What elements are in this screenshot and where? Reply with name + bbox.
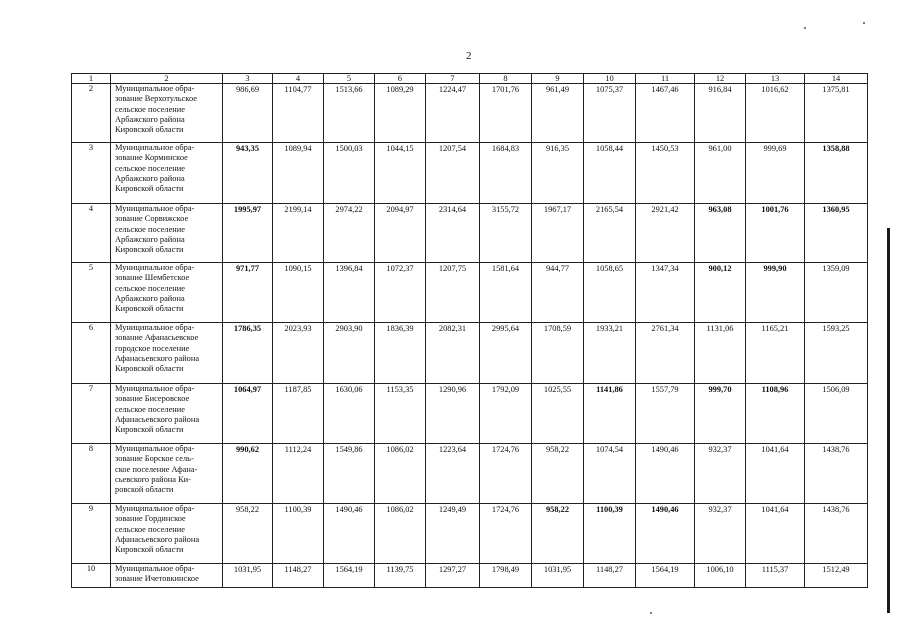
row-number-cell: 4 (72, 204, 111, 263)
municipality-name-line: сельское поселение (115, 163, 185, 173)
value-cell: 1187,85 (273, 384, 324, 444)
value-cell: 1031,95 (532, 564, 584, 588)
value-cell: 1104,77 (273, 84, 324, 143)
scan-speck (650, 612, 652, 614)
value-cell: 1089,29 (375, 84, 426, 143)
municipality-name-line: Арбажского района (115, 114, 185, 124)
municipality-name-cell (111, 143, 223, 204)
value-cell: 1490,46 (636, 504, 695, 564)
value-cell: 2082,31 (426, 323, 480, 384)
value-cell: 1933,21 (584, 323, 636, 384)
municipality-name-line: сельское поселение (115, 283, 185, 293)
municipality-name-line: Муниципальное обра- (115, 323, 195, 332)
municipality-name-cell (111, 504, 223, 564)
municipality-name-line: ровской области (115, 485, 174, 495)
value-cell: 1041,64 (746, 504, 805, 564)
value-cell: 1041,64 (746, 444, 805, 504)
value-cell: 971,77 (223, 263, 273, 323)
value-cell: 963,08 (695, 204, 746, 263)
municipality-name-line: Муниципальное обра- (115, 263, 195, 272)
row-number-cell: 3 (72, 143, 111, 204)
header-cell: 1 (72, 74, 111, 84)
value-cell: 1347,34 (636, 263, 695, 323)
municipality-name-cell (111, 263, 223, 323)
municipality-name-line: зование Верхотульское (115, 94, 197, 104)
value-cell: 1148,27 (584, 564, 636, 588)
value-cell: 1025,55 (532, 384, 584, 444)
value-cell: 1108,96 (746, 384, 805, 444)
value-cell: 958,22 (532, 444, 584, 504)
municipality-name-cell (111, 384, 223, 444)
value-cell: 932,37 (695, 444, 746, 504)
value-cell: 1089,94 (273, 143, 324, 204)
value-cell: 1967,17 (532, 204, 584, 263)
value-cell: 958,22 (223, 504, 273, 564)
municipality-name-cell (111, 564, 223, 588)
value-cell: 916,35 (532, 143, 584, 204)
value-cell: 1798,49 (480, 564, 532, 588)
value-cell: 1044,15 (375, 143, 426, 204)
municipality-name-line: Муниципальное обра- (115, 564, 195, 573)
header-cell: 11 (636, 74, 695, 84)
value-cell: 1630,06 (324, 384, 375, 444)
municipality-name-line: Кировской области (115, 184, 184, 194)
value-cell: 1207,54 (426, 143, 480, 204)
table-row (72, 204, 868, 263)
value-cell: 1684,83 (480, 143, 532, 204)
value-cell: 1086,02 (375, 444, 426, 504)
value-cell: 1506,09 (805, 384, 868, 444)
municipality-name-line: зование Афанасьевское (115, 333, 199, 343)
value-cell: 1141,86 (584, 384, 636, 444)
data-table (71, 73, 868, 588)
value-cell: 1513,66 (324, 84, 375, 143)
value-cell: 2995,64 (480, 323, 532, 384)
value-cell: 1724,76 (480, 444, 532, 504)
value-cell: 1139,75 (375, 564, 426, 588)
header-cell: 8 (480, 74, 532, 84)
municipality-name-line: городское поселение (115, 343, 190, 353)
municipality-name-line: сельское поселение (115, 404, 185, 414)
municipality-name-line: зование Бисеровское (115, 394, 190, 404)
row-number-cell: 10 (72, 564, 111, 588)
value-cell: 1467,46 (636, 84, 695, 143)
municipality-name-line: Кировской области (115, 364, 184, 374)
value-cell: 999,90 (746, 263, 805, 323)
value-cell: 1249,49 (426, 504, 480, 564)
municipality-name-line: сельское поселение (115, 224, 185, 234)
value-cell: 2903,90 (324, 323, 375, 384)
municipality-name-line: Кировской области (115, 304, 184, 314)
value-cell: 1500,03 (324, 143, 375, 204)
municipality-name-cell (111, 84, 223, 143)
value-cell: 1490,46 (324, 504, 375, 564)
value-cell: 1836,39 (375, 323, 426, 384)
header-cell: 10 (584, 74, 636, 84)
municipality-name-line: сельское поселение (115, 104, 185, 114)
row-number-cell: 2 (72, 84, 111, 143)
value-cell: 932,37 (695, 504, 746, 564)
municipality-name-line: Кировской области (115, 425, 184, 435)
value-cell: 1131,06 (695, 323, 746, 384)
table-row (72, 564, 868, 588)
value-cell: 1290,96 (426, 384, 480, 444)
table-row (72, 384, 868, 444)
municipality-name-line: Кировской области (115, 125, 184, 135)
scan-edge-line (887, 228, 890, 613)
value-cell: 1557,79 (636, 384, 695, 444)
value-cell: 1100,39 (584, 504, 636, 564)
value-cell: 1165,21 (746, 323, 805, 384)
value-cell: 1148,27 (273, 564, 324, 588)
value-cell: 1581,64 (480, 263, 532, 323)
row-number-cell: 7 (72, 384, 111, 444)
table-row (72, 263, 868, 323)
value-cell: 958,22 (532, 504, 584, 564)
header-cell: 7 (426, 74, 480, 84)
page-number: 2 (466, 50, 472, 62)
value-cell: 1031,95 (223, 564, 273, 588)
value-cell: 1223,64 (426, 444, 480, 504)
table-row (72, 504, 868, 564)
municipality-name-line: Муниципальное обра- (115, 84, 195, 93)
value-cell: 2761,34 (636, 323, 695, 384)
municipality-name-line: Афанасьевского района (115, 353, 200, 363)
value-cell: 1724,76 (480, 504, 532, 564)
header-row (72, 74, 868, 84)
value-cell: 2974,22 (324, 204, 375, 263)
header-cell: 2 (111, 74, 223, 84)
value-cell: 1064,97 (223, 384, 273, 444)
municipality-name-line: Арбажского района (115, 293, 185, 303)
value-cell: 1115,37 (746, 564, 805, 588)
value-cell: 1297,27 (426, 564, 480, 588)
value-cell: 1358,88 (805, 143, 868, 204)
municipality-name-line: зование Корминское (115, 153, 188, 163)
value-cell: 1006,10 (695, 564, 746, 588)
header-cell: 4 (273, 74, 324, 84)
value-cell: 916,84 (695, 84, 746, 143)
municipality-name-line: Муниципальное обра- (115, 204, 195, 213)
row-number-cell: 8 (72, 444, 111, 504)
municipality-name-line: зование Сорвижское (115, 214, 189, 224)
value-cell: 1396,84 (324, 263, 375, 323)
municipality-name-line: ское поселение Афана- (115, 464, 198, 474)
municipality-name-line: зование Борское сель- (115, 454, 194, 464)
municipality-name-line: зование Ичетовкинское (115, 574, 199, 584)
value-cell: 1001,76 (746, 204, 805, 263)
table-row (72, 444, 868, 504)
header-cell: 12 (695, 74, 746, 84)
value-cell: 1564,19 (636, 564, 695, 588)
value-cell: 1708,59 (532, 323, 584, 384)
scan-speck (863, 22, 865, 24)
municipality-name-cell (111, 444, 223, 504)
value-cell: 1995,97 (223, 204, 273, 263)
table-row (72, 143, 868, 204)
table-row (72, 84, 868, 143)
header-cell: 5 (324, 74, 375, 84)
value-cell: 944,77 (532, 263, 584, 323)
value-cell: 999,70 (695, 384, 746, 444)
municipality-name-line: Муниципальное обра- (115, 143, 195, 152)
municipality-name-line: Муниципальное обра- (115, 504, 195, 513)
value-cell: 943,35 (223, 143, 273, 204)
value-cell: 1490,46 (636, 444, 695, 504)
municipality-name-line: Кировской области (115, 545, 184, 555)
table-row (72, 323, 868, 384)
value-cell: 3155,72 (480, 204, 532, 263)
municipality-name-line: Афанасьевского района (115, 534, 200, 544)
value-cell: 1100,39 (273, 504, 324, 564)
municipality-name-line: Афанасьевского района (115, 414, 200, 424)
header-cell: 9 (532, 74, 584, 84)
value-cell: 2165,54 (584, 204, 636, 263)
row-number-cell: 9 (72, 504, 111, 564)
municipality-name-line: сельское поселение (115, 524, 185, 534)
value-cell: 1701,76 (480, 84, 532, 143)
value-cell: 1792,09 (480, 384, 532, 444)
value-cell: 1593,25 (805, 323, 868, 384)
municipality-name-line: Муниципальное обра- (115, 384, 195, 393)
value-cell: 961,49 (532, 84, 584, 143)
value-cell: 1090,15 (273, 263, 324, 323)
header-cell: 3 (223, 74, 273, 84)
value-cell: 2314,64 (426, 204, 480, 263)
value-cell: 2094,97 (375, 204, 426, 263)
value-cell: 1058,44 (584, 143, 636, 204)
value-cell: 1086,02 (375, 504, 426, 564)
municipality-name-line: Арбажского района (115, 173, 185, 183)
value-cell: 986,69 (223, 84, 273, 143)
municipality-name-line: зование Шембетское (115, 273, 190, 283)
value-cell: 2199,14 (273, 204, 324, 263)
value-cell: 900,12 (695, 263, 746, 323)
value-cell: 1786,35 (223, 323, 273, 384)
value-cell: 1153,35 (375, 384, 426, 444)
value-cell: 1549,86 (324, 444, 375, 504)
value-cell: 1074,54 (584, 444, 636, 504)
value-cell: 1058,65 (584, 263, 636, 323)
value-cell: 1438,76 (805, 444, 868, 504)
row-number-cell: 6 (72, 323, 111, 384)
value-cell: 1072,37 (375, 263, 426, 323)
value-cell: 1016,62 (746, 84, 805, 143)
value-cell: 1224,47 (426, 84, 480, 143)
value-cell: 1207,75 (426, 263, 480, 323)
value-cell: 1375,81 (805, 84, 868, 143)
value-cell: 1512,49 (805, 564, 868, 588)
value-cell: 1075,37 (584, 84, 636, 143)
value-cell: 2023,93 (273, 323, 324, 384)
value-cell: 1359,09 (805, 263, 868, 323)
municipality-name-line: Кировской области (115, 245, 184, 255)
header-cell: 14 (805, 74, 868, 84)
value-cell: 1112,24 (273, 444, 324, 504)
municipality-name-line: Муниципальное обра- (115, 444, 195, 453)
value-cell: 1564,19 (324, 564, 375, 588)
value-cell: 999,69 (746, 143, 805, 204)
row-number-cell: 5 (72, 263, 111, 323)
municipality-name-cell (111, 323, 223, 384)
value-cell: 2921,42 (636, 204, 695, 263)
municipality-name-line: сьевского района Ки- (115, 474, 191, 484)
value-cell: 1360,95 (805, 204, 868, 263)
value-cell: 990,62 (223, 444, 273, 504)
value-cell: 1450,53 (636, 143, 695, 204)
header-cell: 13 (746, 74, 805, 84)
value-cell: 1438,76 (805, 504, 868, 564)
municipality-name-line: Арбажского района (115, 234, 185, 244)
municipality-name-cell (111, 204, 223, 263)
header-cell: 6 (375, 74, 426, 84)
scan-speck (804, 27, 806, 29)
municipality-name-line: зование Гординское (115, 514, 186, 524)
value-cell: 961,00 (695, 143, 746, 204)
